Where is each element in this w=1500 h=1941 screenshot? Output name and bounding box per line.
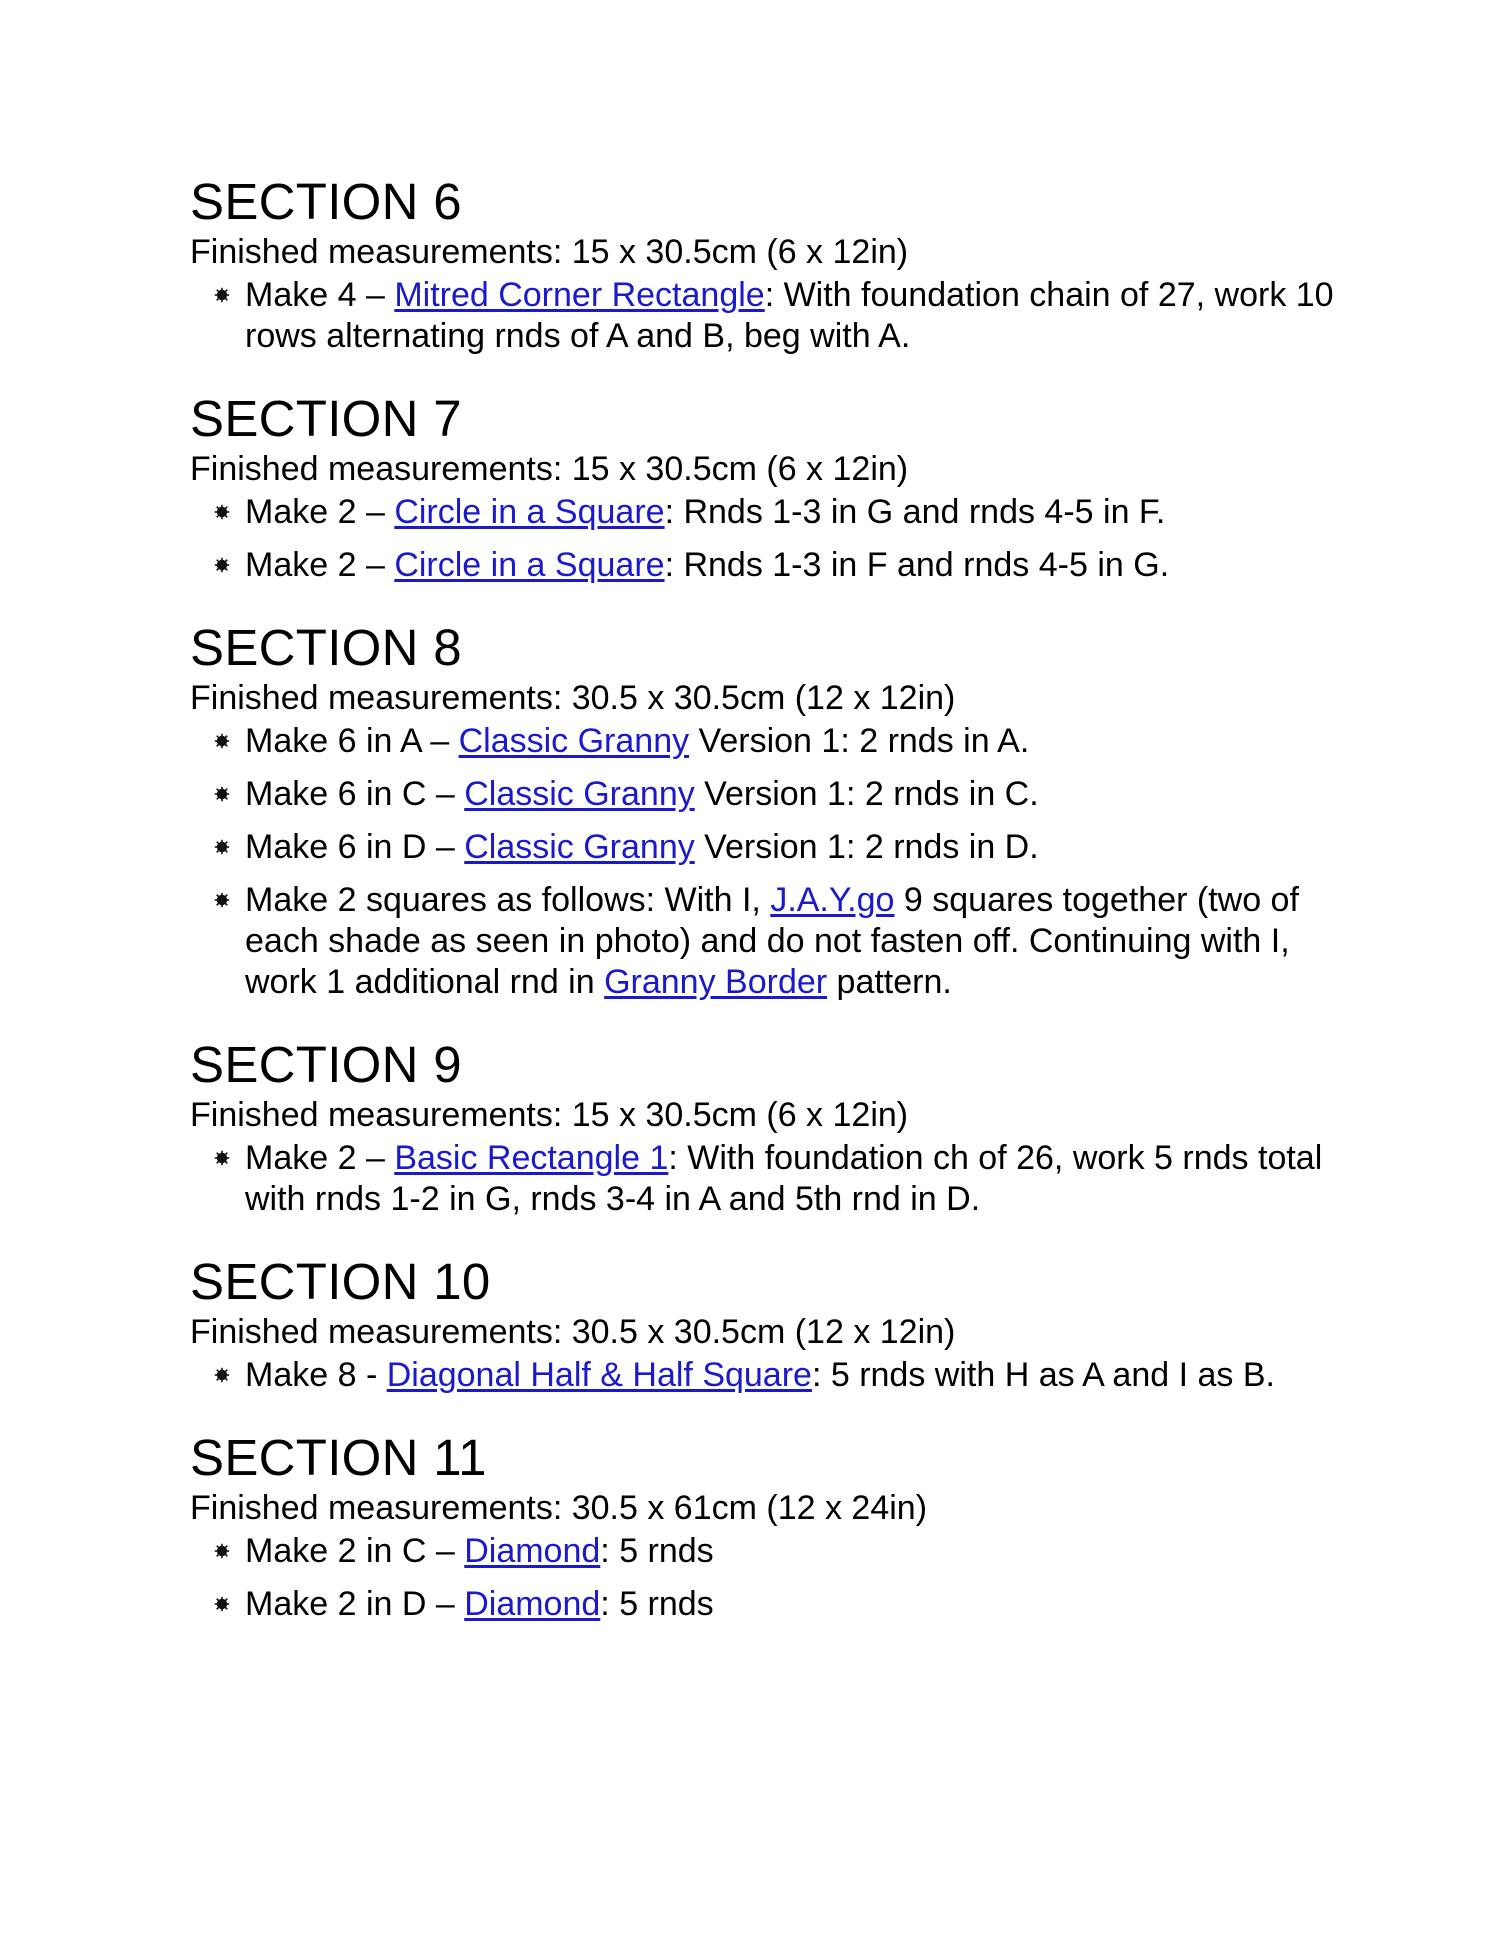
section-title: SECTION 8: [190, 619, 462, 676]
item-prefix: Make 2 –: [245, 546, 395, 584]
pattern-link[interactable]: Circle in a Square: [394, 546, 665, 584]
finished-measurements: Finished measurements: 30.5 x 30.5cm (12 x 12in): [190, 1313, 956, 1351]
list-item: [190, 545, 1340, 586]
pattern-link[interactable]: Classic Granny: [458, 722, 690, 760]
finished-measurements: Finished measurements: 15 x 30.5cm (6 x 12in): [190, 450, 909, 488]
section-title: SECTION 7: [190, 390, 462, 447]
item-suffix: pattern.: [827, 963, 952, 1001]
item-prefix: Make 2 –: [245, 493, 395, 531]
list-item: [190, 721, 1340, 762]
finished-measurements: Finished measurements: 15 x 30.5cm (6 x 12in): [190, 233, 909, 271]
list-item: [190, 275, 1340, 357]
instruction-list: [190, 1138, 1340, 1220]
pattern-link[interactable]: Circle in a Square: [394, 493, 665, 531]
bullet-icon: [214, 786, 230, 802]
item-suffix: : 5 rnds: [600, 1532, 714, 1570]
list-item: [190, 774, 1340, 815]
item-prefix: Make 2 in C –: [245, 1532, 465, 1570]
instruction-list: [190, 1355, 1340, 1396]
finished-measurements: Finished measurements: 15 x 30.5cm (6 x 12in): [190, 1096, 909, 1134]
section-2: [190, 618, 1340, 1035]
list-item: [190, 1355, 1340, 1396]
item-prefix: Make 6 in A –: [245, 722, 459, 760]
item-prefix: Make 4 –: [245, 276, 395, 314]
item-prefix: Make 6 in D –: [245, 828, 465, 866]
bullet-icon: [214, 839, 230, 855]
item-suffix: Version 1: 2 rnds in A.: [689, 722, 1030, 760]
item-prefix: Make 8 -: [245, 1356, 387, 1394]
item-suffix: : Rnds 1-3 in F and rnds 4-5 in G.: [664, 546, 1170, 584]
item-suffix: : With foundation chain of 27, work 10 rows alternating rnds of A and B, beg with A.: [245, 276, 1334, 355]
section-title: SECTION 9: [190, 1036, 462, 1093]
section-1: [190, 389, 1340, 618]
section-0: [190, 172, 1340, 389]
list-item: [190, 880, 1340, 1003]
instruction-list: [190, 275, 1340, 357]
item-suffix: : 5 rnds with H as A and I as B.: [811, 1356, 1275, 1394]
item-prefix: Make 2 –: [245, 1139, 395, 1177]
item-suffix: Version 1: 2 rnds in C.: [694, 775, 1039, 813]
bullet-icon: [214, 287, 230, 303]
document-page: [190, 172, 1340, 1637]
instruction-list: [190, 492, 1340, 586]
pattern-link[interactable]: Basic Rectangle 1: [394, 1139, 669, 1177]
list-item: [190, 1531, 1340, 1572]
pattern-link[interactable]: Diamond: [464, 1585, 601, 1623]
finished-measurements: Finished measurements: 30.5 x 61cm (12 x 24in): [190, 1489, 928, 1527]
item-suffix: : With foundation ch of 26, work 5 rnds total with rnds 1-2 in G, rnds 3-4 in A and 5th rnd in D.: [245, 1139, 1323, 1218]
instruction-list: [190, 1531, 1340, 1625]
pattern-link[interactable]: Diamond: [464, 1532, 601, 1570]
item-prefix: Make 2 squares as follows: With I,: [245, 881, 771, 919]
item-suffix: Version 1: 2 rnds in D.: [694, 828, 1039, 866]
bullet-icon: [214, 1543, 230, 1559]
item-suffix: 9 squares together (two of each shade as seen in photo) and do not fasten off. Continuing with I, work 1 additional rnd in: [245, 881, 1299, 1001]
instruction-list: [190, 721, 1340, 1003]
pattern-link[interactable]: Mitred Corner Rectangle: [394, 276, 765, 314]
list-item: [190, 827, 1340, 868]
bullet-icon: [214, 733, 230, 749]
section-title: SECTION 10: [190, 1253, 491, 1310]
section-3: [190, 1035, 1340, 1252]
bullet-icon: [214, 1367, 230, 1383]
item-prefix: Make 2 in D –: [245, 1585, 465, 1623]
pattern-link[interactable]: J.A.Y.go: [770, 881, 895, 919]
finished-measurements: Finished measurements: 30.5 x 30.5cm (12 x 12in): [190, 679, 956, 717]
pattern-link[interactable]: Classic Granny: [464, 775, 695, 813]
item-suffix: : Rnds 1-3 in G and rnds 4-5 in F.: [664, 493, 1166, 531]
item-suffix: : 5 rnds: [600, 1585, 714, 1623]
bullet-icon: [214, 1596, 230, 1612]
pattern-link[interactable]: Granny Border: [604, 963, 828, 1001]
bullet-icon: [214, 504, 230, 520]
pattern-link[interactable]: Diagonal Half & Half Square: [386, 1356, 812, 1394]
section-title: SECTION 6: [190, 173, 462, 230]
item-prefix: Make 6 in C –: [245, 775, 465, 813]
section-4: [190, 1252, 1340, 1428]
section-5: [190, 1428, 1340, 1625]
bullet-icon: [214, 892, 230, 908]
section-title: SECTION 11: [190, 1429, 487, 1486]
list-item: [190, 1138, 1340, 1220]
bullet-icon: [214, 1150, 230, 1166]
list-item: [190, 492, 1340, 533]
bullet-icon: [214, 557, 230, 573]
pattern-link[interactable]: Classic Granny: [464, 828, 695, 866]
list-item: [190, 1584, 1340, 1625]
